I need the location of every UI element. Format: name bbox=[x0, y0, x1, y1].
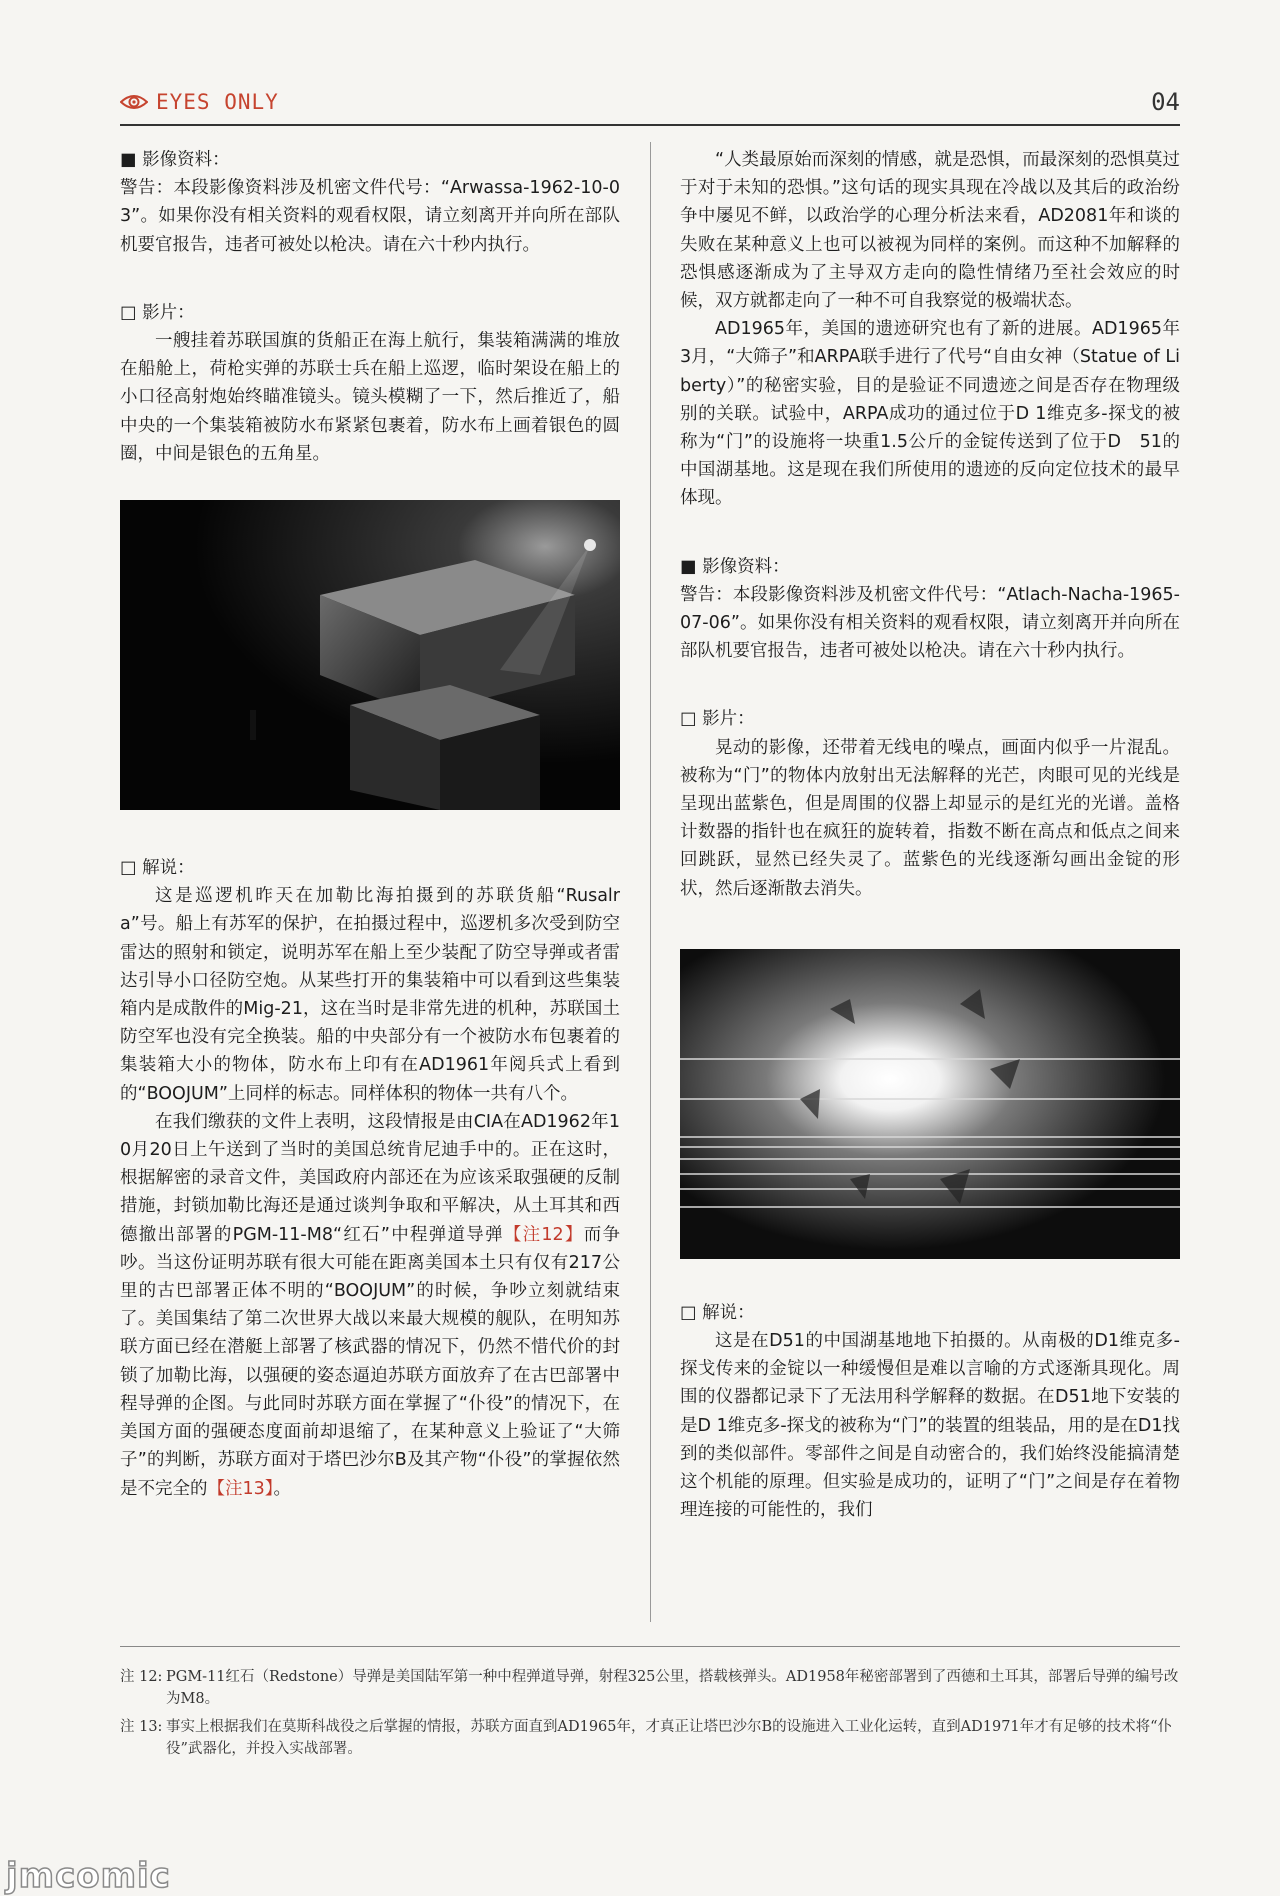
commentary-paragraph-2 bbox=[120, 1108, 620, 1503]
footnote-12 bbox=[120, 1666, 1180, 1710]
column-divider bbox=[650, 142, 651, 1622]
footnote-ref-13[interactable]: 【注13】 bbox=[207, 1478, 274, 1499]
footnote-text: 事实上根据我们在莫斯科战役之后掌握的情报，苏联方面直到AD1965年，才真正让塔巴沙尔B的设施进入工业化运转，直到AD1971年才有足够的技术将“仆役”武器化，并投入实战部署。 bbox=[166, 1719, 1173, 1757]
right-column bbox=[680, 146, 1180, 1525]
page-number: 04 bbox=[1151, 88, 1180, 116]
cargo-ship-photo bbox=[120, 500, 620, 810]
footnote-13 bbox=[120, 1716, 1180, 1760]
film-description-2: 晃动的影像，还带着无线电的噪点，画面内似乎一片混乱。被称为“门”的物体内放射出无法解释的光芒，肉眼可见的光线是呈现出蓝紫色，但是周围的仪器上却显示的是红光的光谱。盖格计数器的指针也在疯狂的旋转着，指数不断在高点和低点之间来回跳跃，显然已经失灵了。蓝紫色的光线逐渐勾画出金锭的形状，然后逐渐散去消失。 bbox=[680, 737, 1180, 899]
film-heading: □ 影片： bbox=[120, 302, 195, 323]
commentary-paragraph-3: 这是在D51的中国湖基地地下拍摄的。从南极的D1维克多-探戈传来的金锭以一种缓慢但是难以言喻的方式逐渐具现化。周围的仪器都记录下了无法用科学解释的数据。在D51地下安装的是D 1维克多-探戈的被称为“门”的装置的组装品，用的是在D1找到的类似部件。零部件之间是自动密合的，我们始终没能搞清楚这个机能的原理。但实验是成功的，证明了“门”之间是存在着物理连接的可能性的，我们 bbox=[680, 1331, 1180, 1521]
footnote-label: 注 12: bbox=[120, 1669, 163, 1685]
footage-heading: ■ 影像资料： bbox=[120, 150, 230, 170]
film-heading-2: □ 影片： bbox=[680, 709, 755, 730]
commentary-paragraph-2-part-c: 。 bbox=[273, 1478, 292, 1499]
classified-warning: 警告：本段影像资料涉及机密文件代号：“Arwassa-1962-10-03”。如果你没有相关资料的观看权限，请立刻离开并向所在部队机要官报告，违者可被处以枪决。请在六十秒内执行。 bbox=[120, 178, 620, 255]
left-column bbox=[120, 146, 620, 1503]
footnote-label: 注 13: bbox=[120, 1719, 163, 1735]
commentary-heading: □ 解说： bbox=[120, 858, 195, 879]
gate-light-photo bbox=[680, 949, 1180, 1259]
commentary-paragraph-1: 这是巡逻机昨天在加勒比海拍摄到的苏联货船“Rusalra”号。船上有苏军的保护，在拍摄过程中，巡逻机多次受到防空雷达的照射和锁定，说明苏军在船上至少装配了防空导弹或者雷达引导小口径防空炮。从某些打开的集装箱中可以看到这些集装箱内是成散件的Mig-21，这在当时是非常先进的机种，苏联国土防空军也没有完全换装。船的中央部分有一个被防水布包裹着的集装箱大小的物体，防水布上印有在AD1961年阅兵式上看到的“BOOJUM”上同样的标志。同样体积的物体一共有八个。 bbox=[120, 886, 620, 1104]
footnote-text: PGM-11红石（Redstone）导弹是美国陆军第一种中程弹道导弹，射程325公里，搭载核弹头。AD1958年秘密部署到了西德和土耳其，部署后导弹的编号改为M8。 bbox=[166, 1669, 1179, 1707]
brand bbox=[120, 90, 279, 114]
film-description: 一艘挂着苏联国旗的货船正在海上航行，集装箱满满的堆放在船舱上，荷枪实弹的苏联士兵在船上巡逻，临时架设在船上的小口径高射炮始终瞄准镜头。镜头模糊了一下，然后推近了，船中央的一个集装箱被防水布紧紧包裹着，防水布上画着银色的圆圈，中间是银色的五角星。 bbox=[120, 331, 620, 464]
footnotes bbox=[120, 1666, 1180, 1766]
footnote-ref-12[interactable]: 【注12】 bbox=[503, 1224, 584, 1245]
brand-label: EYES ONLY bbox=[156, 90, 279, 114]
commentary-heading-2: □ 解说： bbox=[680, 1302, 755, 1323]
commentary-paragraph-2-part-a: 在我们缴获的文件上表明，这段情报是由CIA在AD1962年10月20日上午送到了当时的美国总统肯尼迪手中的。正在这时，根据解密的录音文件，美国政府内部还在为应该采取强硬的反制措施，封锁加勒比海还是通过谈判争取和平解决，从土耳其和西德撤出部署的PGM-11-M8“红石”中程弹道导弹 bbox=[120, 1111, 620, 1245]
watermark: jmcomic bbox=[6, 1856, 171, 1896]
footnote-divider bbox=[120, 1646, 1180, 1647]
classified-warning-2: 警告：本段影像资料涉及机密文件代号：“Atlach-Nacha-1965-07-06”。如果你没有相关资料的观看权限，请立刻离开并向所在部队机要官报告，违者可被处以枪决。请在六十秒内执行。 bbox=[680, 584, 1180, 662]
fear-paragraph: “人类最原始而深刻的情感，就是恐惧，而最深刻的恐惧莫过于对于未知的恐惧。”这句话的现实具现在冷战以及其后的政治纷争中屡见不鲜，以政治学的心理分析法来看，AD2081年和谈的失败在某种意义上也可以被视为同样的案例。而这种不加解释的恐惧感逐渐成为了主导双方走向的隐性情绪乃至社会效应的时候，双方就都走向了一种不可自我察觉的极端状态。 bbox=[680, 150, 1180, 312]
commentary-paragraph-2-part-b: 而争吵。当这份证明苏联有很大可能在距离美国本土只有仅有217公里的古巴部署正体不明的“BOOJUM”的时候，争吵立刻就结束了。美国集结了第二次世界大战以来最大规模的舰队，在明知苏联方面已经在潜艇上部署了核武器的情况下，仍然不惜代价的封锁了加勒比海，以强硬的姿态逼迫苏联方面放弃了在古巴部署中程导弹的企图。与此同时苏联方面在掌握了“仆役”的情况下，在美国方面的强硬态度面前却退缩了，在某种意义上验证了“大筛子”的判断，苏联方面对于塔巴沙尔B及其产物“仆役”的掌握依然是不完全的 bbox=[120, 1224, 620, 1499]
statue-of-liberty-paragraph: AD1965年，美国的遗迹研究也有了新的进展。AD1965年3月，“大筛子”和ARPA联手进行了代号“自由女神（Statue of Liberty）”的秘密实验，目的是验证不同遗迹之间是否存在物理级别的关联。试验中，ARPA成功的通过位于D 1维克多-探戈的被称为“门”的设施将一块重1.5公斤的金锭传送到了位于D 51的中国湖基地。这是现在我们所使用的遗迹的反向定位技术的最早体现。 bbox=[680, 319, 1180, 509]
page-header bbox=[120, 90, 1180, 124]
header-divider bbox=[120, 124, 1180, 126]
footage-heading-2: ■ 影像资料： bbox=[680, 556, 790, 577]
eye-icon bbox=[120, 92, 148, 112]
